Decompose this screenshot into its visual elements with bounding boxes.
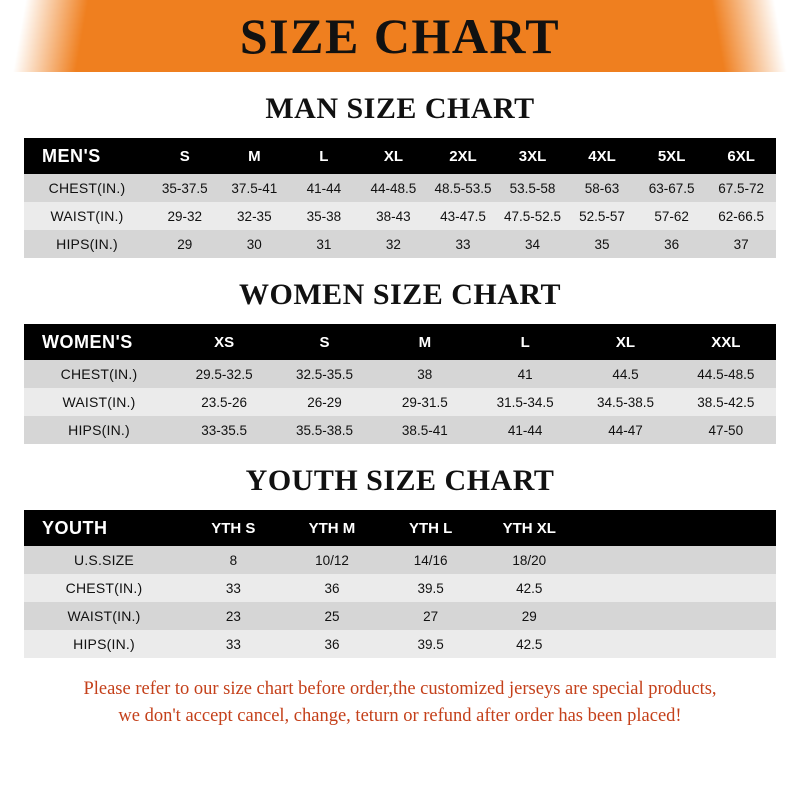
youth-cell: 33	[184, 574, 283, 602]
men-cell: 57-62	[637, 202, 707, 230]
youth-cell: 42.5	[480, 574, 579, 602]
men-cell: 44-48.5	[359, 174, 429, 202]
youth-cell	[677, 574, 776, 602]
men-row-label-header: MEN'S	[24, 138, 150, 174]
youth-cell: 36	[283, 574, 382, 602]
table-row	[24, 202, 776, 230]
men-cell: 63-67.5	[637, 174, 707, 202]
women-col-header: S	[274, 324, 374, 360]
table-row	[24, 416, 776, 444]
women-cell: 38	[375, 360, 475, 388]
youth-size-table	[24, 510, 776, 658]
men-cell: 29	[150, 230, 220, 258]
women-cell: 33-35.5	[174, 416, 274, 444]
men-cell: 53.5-58	[498, 174, 568, 202]
youth-col-header	[677, 510, 776, 546]
men-cell: 41-44	[289, 174, 359, 202]
men-cell: 32-35	[220, 202, 290, 230]
youth-col-header	[579, 510, 678, 546]
men-col-header: S	[150, 138, 220, 174]
men-cell: 37.5-41	[220, 174, 290, 202]
men-col-header: L	[289, 138, 359, 174]
youth-cell: 8	[184, 546, 283, 574]
men-col-header: 2XL	[428, 138, 498, 174]
men-cell: 67.5-72	[706, 174, 776, 202]
men-col-header: 6XL	[706, 138, 776, 174]
men-cell: 58-63	[567, 174, 637, 202]
men-cell: 33	[428, 230, 498, 258]
youth-cell: 10/12	[283, 546, 382, 574]
women-size-table	[24, 324, 776, 444]
women-row-label: WAIST(IN.)	[24, 388, 174, 416]
table-row	[24, 630, 776, 658]
page-title: SIZE CHART	[239, 8, 561, 64]
women-cell: 41-44	[475, 416, 575, 444]
youth-col-header: YTH M	[283, 510, 382, 546]
youth-cell	[579, 574, 678, 602]
women-cell: 31.5-34.5	[475, 388, 575, 416]
women-cell: 47-50	[676, 416, 776, 444]
youth-cell: 39.5	[381, 630, 480, 658]
men-row-label: WAIST(IN.)	[24, 202, 150, 230]
table-row	[24, 388, 776, 416]
section-youth	[0, 464, 800, 658]
women-cell: 38.5-42.5	[676, 388, 776, 416]
youth-cell: 33	[184, 630, 283, 658]
youth-cell: 29	[480, 602, 579, 630]
men-col-header: 3XL	[498, 138, 568, 174]
youth-col-header: YTH S	[184, 510, 283, 546]
men-cell: 36	[637, 230, 707, 258]
women-cell: 29-31.5	[375, 388, 475, 416]
men-cell: 43-47.5	[428, 202, 498, 230]
men-size-table	[24, 138, 776, 258]
women-col-header: XL	[575, 324, 675, 360]
men-cell: 29-32	[150, 202, 220, 230]
women-cell: 23.5-26	[174, 388, 274, 416]
youth-col-header: YTH XL	[480, 510, 579, 546]
women-cell: 34.5-38.5	[575, 388, 675, 416]
women-cell: 35.5-38.5	[274, 416, 374, 444]
men-cell: 35	[567, 230, 637, 258]
men-cell: 34	[498, 230, 568, 258]
table-row	[24, 174, 776, 202]
table-row	[24, 602, 776, 630]
youth-row-label-header: YOUTH	[24, 510, 184, 546]
youth-cell	[677, 546, 776, 574]
section-title-women: WOMEN SIZE CHART	[239, 278, 561, 311]
men-cell: 30	[220, 230, 290, 258]
table-row	[24, 546, 776, 574]
youth-cell: 18/20	[480, 546, 579, 574]
women-cell: 26-29	[274, 388, 374, 416]
men-cell: 48.5-53.5	[428, 174, 498, 202]
men-col-header: XL	[359, 138, 429, 174]
footer-disclaimer	[0, 676, 800, 730]
section-women	[0, 278, 800, 444]
youth-cell: 25	[283, 602, 382, 630]
women-cell: 32.5-35.5	[274, 360, 374, 388]
youth-cell: 14/16	[381, 546, 480, 574]
table-row	[24, 360, 776, 388]
women-cell: 29.5-32.5	[174, 360, 274, 388]
women-col-header: L	[475, 324, 575, 360]
men-cell: 32	[359, 230, 429, 258]
table-row	[24, 230, 776, 258]
women-cell: 44.5-48.5	[676, 360, 776, 388]
men-cell: 37	[706, 230, 776, 258]
section-men	[0, 92, 800, 258]
youth-cell	[677, 602, 776, 630]
header-banner	[0, 0, 800, 72]
men-cell: 38-43	[359, 202, 429, 230]
youth-cell: 42.5	[480, 630, 579, 658]
women-cell: 38.5-41	[375, 416, 475, 444]
men-cell: 52.5-57	[567, 202, 637, 230]
women-col-header: M	[375, 324, 475, 360]
women-row-label: HIPS(IN.)	[24, 416, 174, 444]
women-row-label-header: WOMEN'S	[24, 324, 174, 360]
youth-cell: 36	[283, 630, 382, 658]
youth-cell: 23	[184, 602, 283, 630]
women-cell: 44.5	[575, 360, 675, 388]
women-row-label: CHEST(IN.)	[24, 360, 174, 388]
footer-line-2: we don't accept cancel, change, teturn or refund after order has been placed!	[118, 705, 682, 726]
youth-cell: 27	[381, 602, 480, 630]
youth-row-label: WAIST(IN.)	[24, 602, 184, 630]
table-header-row	[24, 324, 776, 360]
youth-cell	[677, 630, 776, 658]
women-col-header: XS	[174, 324, 274, 360]
men-cell: 31	[289, 230, 359, 258]
women-cell: 41	[475, 360, 575, 388]
men-col-header: M	[220, 138, 290, 174]
men-cell: 62-66.5	[706, 202, 776, 230]
footer-line-1: Please refer to our size chart before order,the customized jerseys are special products,	[83, 679, 717, 699]
youth-col-header: YTH L	[381, 510, 480, 546]
youth-row-label: CHEST(IN.)	[24, 574, 184, 602]
men-row-label: HIPS(IN.)	[24, 230, 150, 258]
youth-cell	[579, 602, 678, 630]
table-header-row	[24, 510, 776, 546]
youth-row-label: U.S.SIZE	[24, 546, 184, 574]
men-row-label: CHEST(IN.)	[24, 174, 150, 202]
section-title-youth: YOUTH SIZE CHART	[245, 464, 555, 497]
section-title-men: MAN SIZE CHART	[265, 92, 535, 125]
women-cell: 44-47	[575, 416, 675, 444]
men-cell: 47.5-52.5	[498, 202, 568, 230]
youth-cell: 39.5	[381, 574, 480, 602]
men-col-header: 5XL	[637, 138, 707, 174]
men-cell: 35-38	[289, 202, 359, 230]
youth-cell	[579, 630, 678, 658]
men-col-header: 4XL	[567, 138, 637, 174]
women-col-header: XXL	[676, 324, 776, 360]
table-row	[24, 574, 776, 602]
youth-row-label: HIPS(IN.)	[24, 630, 184, 658]
table-header-row	[24, 138, 776, 174]
youth-cell	[579, 546, 678, 574]
men-cell: 35-37.5	[150, 174, 220, 202]
